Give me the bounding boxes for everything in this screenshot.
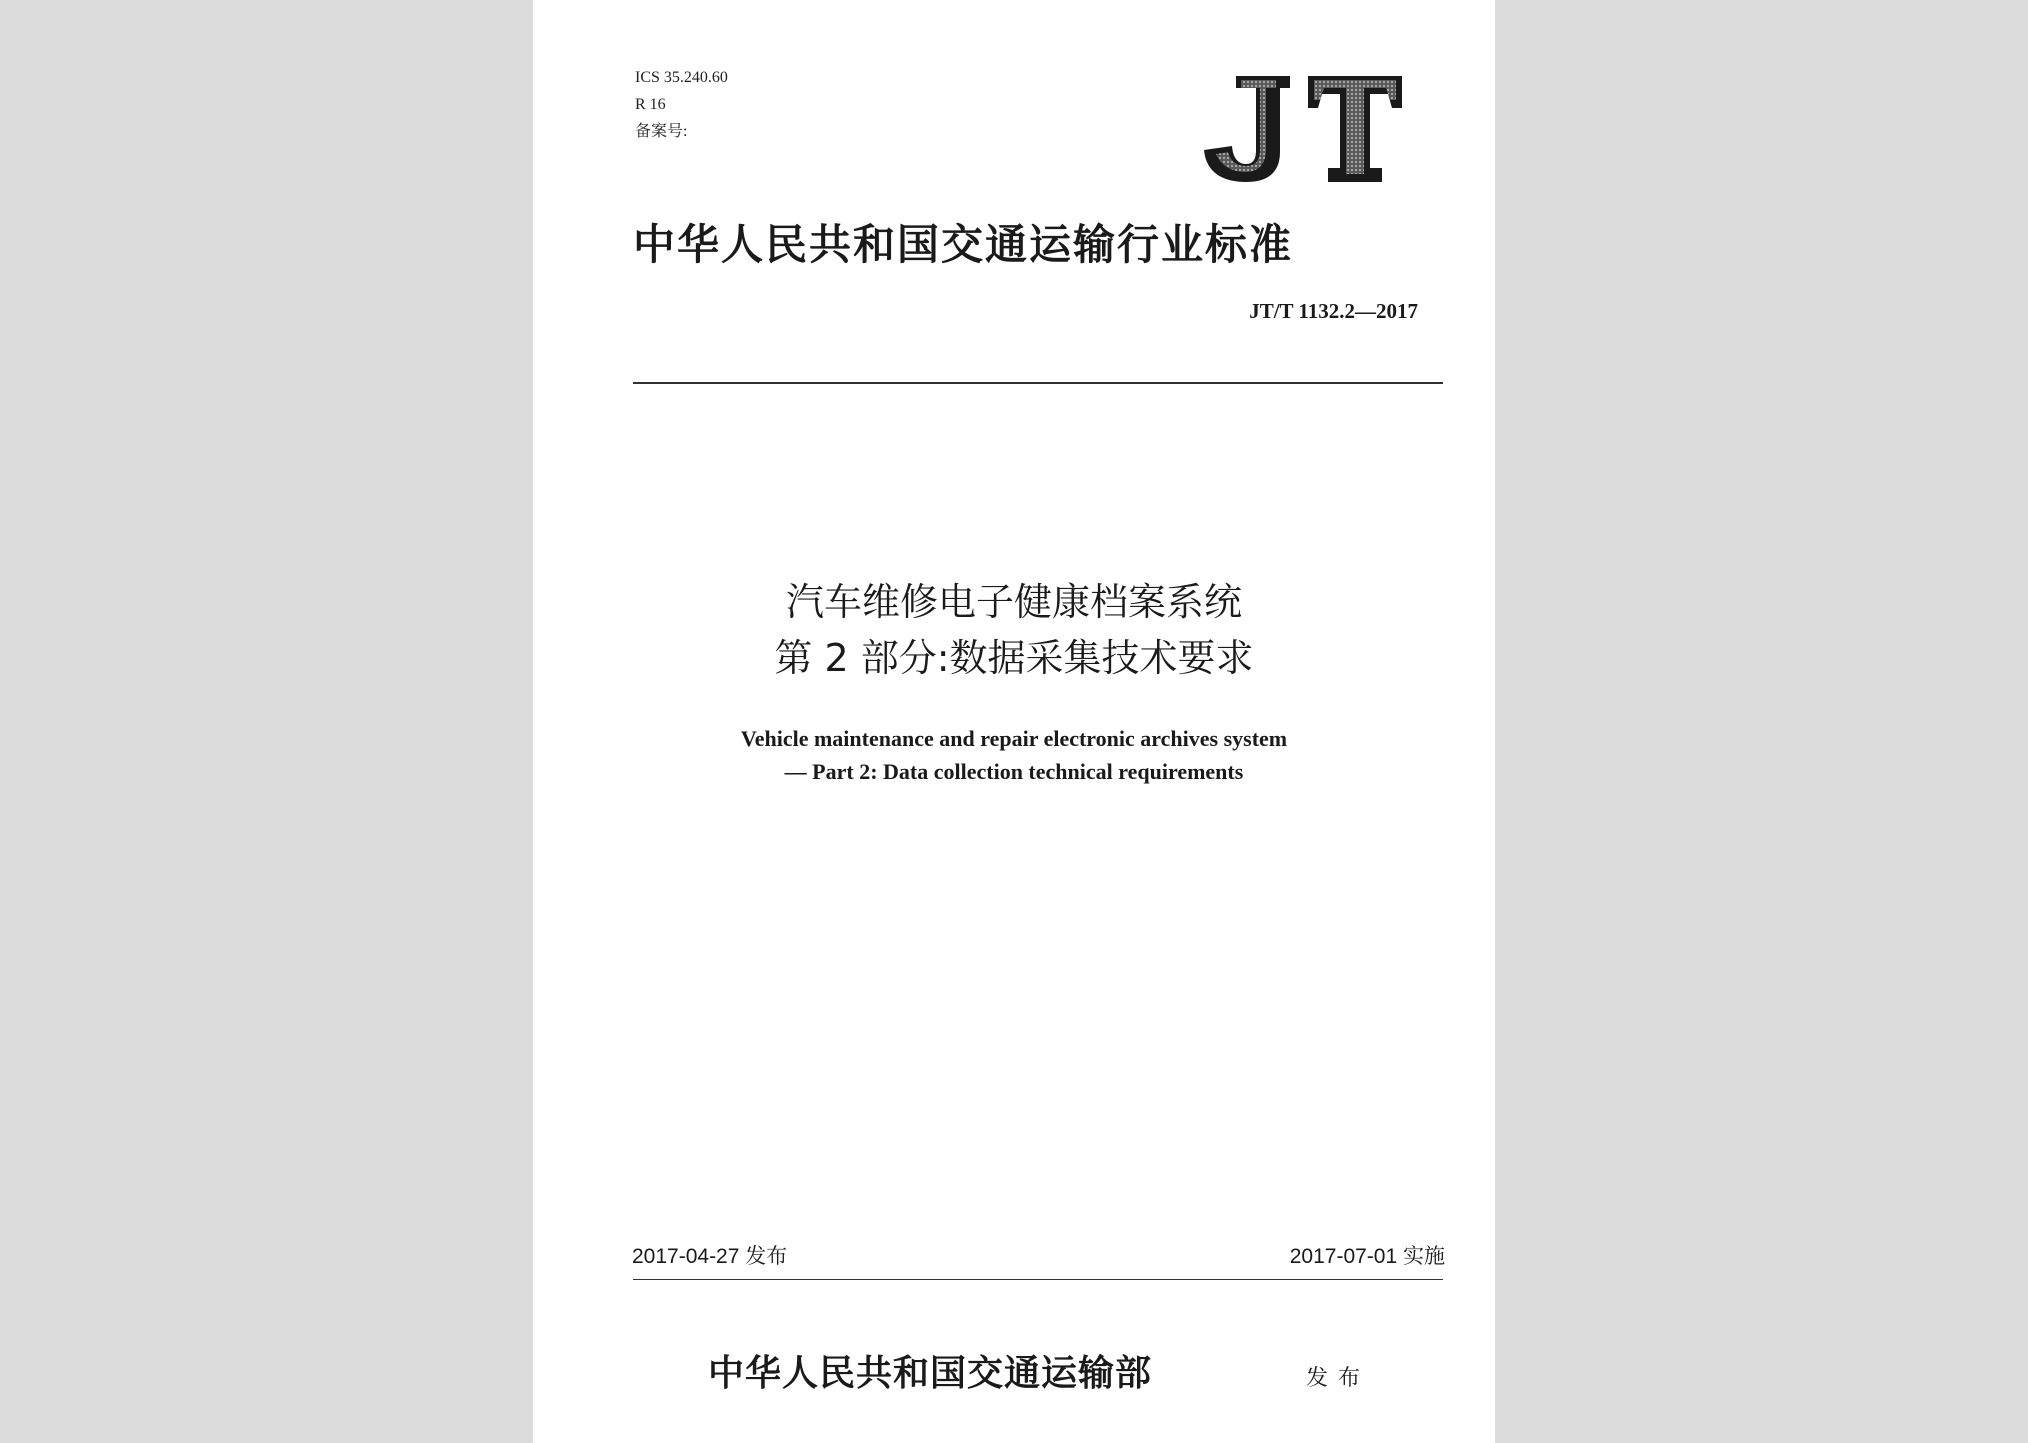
chinese-title-line-2: 第 2 部分:数据采集技术要求 [774,636,1254,680]
chinese-title [533,574,1495,686]
english-title-line-2: — Part 2: Data collection technical requirements [784,759,1244,784]
footer-divider [633,1279,1443,1280]
ics-code: ICS 35.240.60 [635,69,728,86]
chinese-title-line-1: 汽车维修电子健康档案系统 [785,580,1242,624]
publish-date: 2017-04-27 发布 [632,1245,788,1268]
header-divider [633,382,1443,384]
implementation-date: 2017-07-01 实施 [1289,1245,1445,1268]
issue-label: 发布 [1306,1366,1371,1391]
english-title-line-1: Vehicle maintenance and repair electronic archives system [740,726,1288,751]
standard-number: JT/T 1132.2—2017 [1249,299,1418,323]
english-title [533,722,1495,788]
industry-standard-title: 中华人民共和国交通运输行业标准 [633,220,1294,269]
classification-block [635,64,728,145]
document-page [533,0,1495,1443]
issuing-authority: 中华人民共和国交通运输部 [708,1352,1153,1394]
jt-logo [1198,72,1408,184]
record-number-label: 备案号: [635,123,688,140]
ccs-code: R 16 [635,96,666,113]
